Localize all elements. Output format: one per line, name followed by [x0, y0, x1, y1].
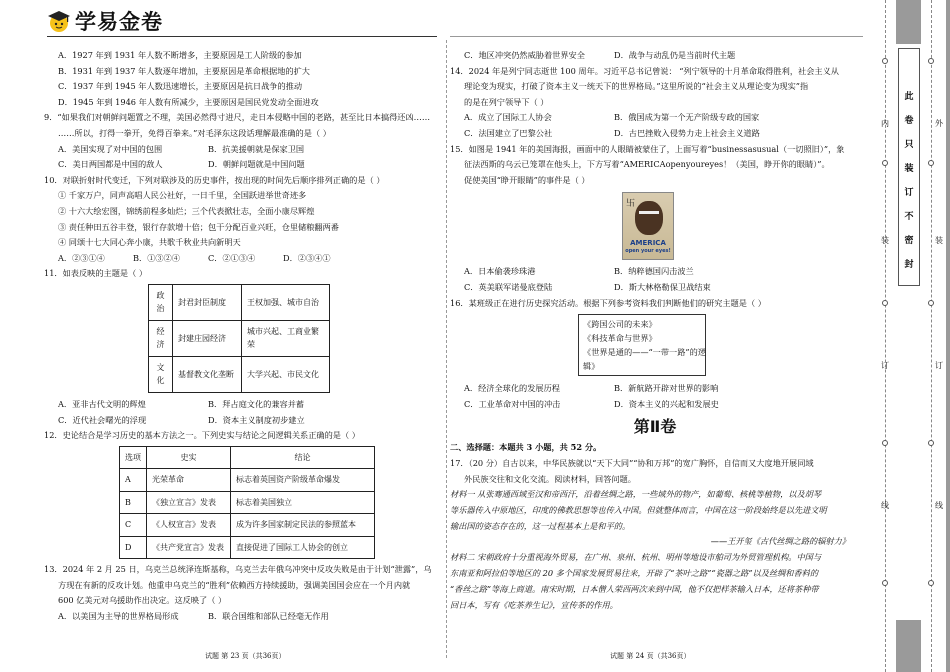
q13-options	[450, 48, 860, 64]
q13-options	[44, 609, 444, 625]
binding-hole	[882, 440, 888, 446]
q11-options	[44, 413, 444, 429]
q15-options	[450, 264, 860, 280]
table-cell: D	[120, 536, 147, 559]
brand-name: 学易金卷	[75, 10, 163, 34]
material-1: 输出国的姿态存在的，这一过程基本上是和平的。	[450, 520, 631, 531]
table-cell: C	[120, 514, 147, 537]
material-2: 东南亚和阿拉伯等地区的 20 多个国家发展贸易往来，开辟了“茶叶之路”“瓷器之路”以及丝绸和香料的	[450, 568, 819, 579]
book-title: 《世界是通的——“一带一路”的逻	[583, 347, 706, 358]
table-header: 史实	[147, 446, 231, 469]
binding-hole	[882, 300, 888, 306]
poster-subtitle: open your eyes!	[625, 248, 671, 255]
table-cell: A	[120, 469, 147, 492]
q16-option-a: A．经济全球化的发展历程	[464, 383, 560, 394]
notice-char: 装	[904, 164, 914, 174]
notice-char: 订	[904, 188, 914, 198]
q13-option-a: A．以美国为主导的世界格局形成	[58, 610, 179, 621]
america-poster-image	[622, 192, 674, 260]
table-row	[149, 356, 330, 392]
table-cell: B	[120, 491, 147, 514]
table-row	[120, 536, 375, 559]
table-cell: 文化	[149, 356, 173, 392]
binding-edge	[946, 0, 950, 672]
q11-options	[44, 397, 444, 413]
mortarboard-icon	[47, 9, 71, 33]
q14-options	[450, 126, 860, 142]
notice-char: 密	[904, 236, 914, 246]
q13-stem: 方现在有新的反攻计划。他重申乌克兰的“胜利”依赖西方持续援助，强调美国国会应在一个月内就	[58, 579, 411, 590]
q11-table	[148, 284, 330, 393]
q15-option-d: D．斯大林格勒保卫战结束	[614, 281, 711, 292]
binding-hole	[928, 160, 934, 166]
poster-title: AMERICA	[630, 239, 666, 248]
material-2: “香丝之路”等海上商道。南宋时期，日本僧人荣西两次来到中国，他不仅把样茶输入日本，还将茶种带	[450, 583, 819, 594]
material-1-source: ——王开玺《古代丝绸之路的辐射力》	[710, 536, 850, 547]
table-row	[120, 491, 375, 514]
q14-option-b: B．俄国成为第一个无产阶级专政的国家	[614, 112, 760, 123]
notice-char: 只	[904, 140, 914, 150]
book-title: 《科技革命与世界》	[583, 333, 657, 344]
q15-option-c: C．英美联军诺曼底登陆	[464, 281, 553, 292]
q8-option: D．1945 年到 1946 年人数有所减少，主要原因是国民党发动全面进攻	[58, 96, 319, 107]
q16-option-c: C．工业革命对中国的冲击	[464, 398, 561, 409]
q9-options	[44, 142, 444, 158]
q10-option-a: A．②③①④	[58, 252, 105, 263]
q13-stem: 600 亿美元对乌援助作出决定。这反映了（ ）	[58, 595, 227, 606]
q10-option-c: C．②①③④	[208, 252, 256, 263]
q8-option: C．1937 年到 1945 年人数迅速增长，主要原因是抗日战争的推动	[58, 81, 303, 92]
table-cell: 城市兴起、工商业繁荣	[242, 320, 330, 356]
blindfold	[639, 211, 659, 214]
q14-stem: 的是在列宁领导下（ ）	[464, 96, 549, 107]
book-title: 《跨国公司的未来》	[583, 319, 657, 330]
table-cell: 基督教文化垄断	[173, 356, 242, 392]
outer-label: 装	[935, 236, 943, 245]
table-cell: 经济	[149, 320, 173, 356]
q13-stem: 13．2024 年 2 月 25 日，乌克兰总统泽连斯基称，乌克兰去年俄乌冲突中反攻失败是由于计划“泄露”，乌	[44, 564, 432, 575]
table-cell: 封建庄园经济	[173, 320, 242, 356]
table-row	[149, 284, 330, 320]
q10-item: ① 千家万户，同声高唱人民公社好，一日千里，全国跃进举世奇迹多	[58, 190, 307, 201]
left-column	[44, 48, 444, 625]
table-row	[149, 320, 330, 356]
inner-label: 线	[881, 501, 889, 510]
q13-option-c: C．地区冲突仍然威胁着世界安全	[464, 50, 585, 60]
q9-options	[44, 157, 444, 173]
q10-item: ② 十六大绘宏图，锦绣前程多灿烂；三个代表掀壮志，全面小康尽辉煌	[58, 205, 315, 216]
q9-stem: 9．“如果我们对朝鲜问题置之不理，美国必然得寸进尺，走日本侵略中国的老路，甚至比日本搞得还凶……	[44, 112, 431, 123]
table-cell: 直接促进了国际工人协会的创立	[231, 536, 375, 559]
table-cell: 《人权宣言》发表	[147, 514, 231, 537]
q15-option-b: B．纳粹德国闪击波兰	[614, 266, 694, 277]
table-header: 选项	[120, 446, 147, 469]
material-2: 材料二 宋朝政府十分重视海外贸易，在广州、泉州、杭州、明州等地设市舶司为外贸管理机构。中国与	[450, 552, 822, 563]
q11-stem: 11．如表反映的主题是（ ）	[44, 268, 148, 279]
inner-label: 订	[881, 361, 889, 370]
q11-option-b: B．拜占庭文化的兼容并蓄	[208, 398, 305, 409]
page-footer-left: 试题 第 23 页（共36页）	[205, 652, 286, 660]
right-column	[450, 48, 860, 613]
q14-option-c: C．法国建立了巴黎公社	[464, 127, 553, 138]
q13-option-d: D．战争与动乱仍是当前时代主题	[614, 50, 736, 60]
section-2-intro: 二、选择题：本题共 3 小题，共 52 分。	[450, 442, 602, 453]
table-row	[120, 514, 375, 537]
q17-stem: 17．（20 分）自古以来，中华民族就以“天下大同”“协和万邦”的宽广胸怀，自信而又大度地开展同域	[450, 457, 814, 468]
header-rule-right	[450, 36, 863, 37]
q16-options	[450, 381, 860, 397]
table-cell: 《共产党宣言》发表	[147, 536, 231, 559]
blindfolded-face	[635, 201, 663, 235]
q10-item: ④ 同颂十七大同心奔小康，共歌千秋业共向新明天	[58, 237, 241, 248]
q12-table	[119, 446, 375, 560]
q8-option: A．1927 年到 1931 年人数不断增多，主要原因是工人阶级的参加	[58, 50, 302, 60]
q15-stem: 促使美国“睁开眼睛”的事件是（ ）	[464, 174, 590, 185]
q9-option-a: A．美国实现了对中国的包围	[58, 143, 163, 154]
table-cell: 《独立宣言》发表	[147, 491, 231, 514]
q15-stem: 征法西斯的乌云已笼罩在他头上，下方写着“AMERICAopenyoureyes！（美国，睁开你的眼睛）”。	[464, 159, 830, 170]
q10-stem: 10．对联折射时代变迁，下列对联涉及的历史事件，按出现的时间先后顺序排列正确的是（ ）	[44, 174, 385, 185]
column-separator	[446, 40, 447, 658]
q12-stem: 12．史论结合是学习历史的基本方法之一。下列史实与结论之间逻辑关系正确的是（ ）	[44, 430, 360, 441]
binding-hole	[882, 580, 888, 586]
material-1: 材料一 从张骞通西域至汉和帝西汗，沿着丝绸之路，一些域外的物产，如葡萄、核桃等植物，以及胡琴	[450, 489, 822, 500]
q16-book-list	[578, 314, 706, 376]
outer-label: 订	[935, 361, 943, 370]
q14-option-d: D．古巴挫败入侵势力走上社会主义道路	[614, 127, 760, 138]
section-2-title: 第Ⅱ卷	[633, 417, 677, 437]
outer-label: 线	[935, 501, 943, 510]
q8-option: B．1931 年到 1937 年人数逐年增加，主要原因是革命根据地的扩大	[58, 65, 310, 76]
q11-option-d: D．资本主义制度初步建立	[208, 414, 305, 425]
q10-item: ③ 责任种田五谷丰登，银行存款增十倍；包干分配百业兴旺，仓里储粮翻两番	[58, 221, 339, 232]
brand-logo	[47, 8, 163, 34]
q9-stem: ……所以，打得一拳开，免得百拳来。”对毛泽东这段话理解最准确的是（ ）	[58, 127, 331, 138]
binding-hole	[882, 58, 888, 64]
binding-notice	[898, 48, 920, 286]
q15-option-a: A．日本偷袭珍珠港	[464, 266, 536, 277]
q9-option-b: B．抗美援朝就是保家卫国	[208, 143, 305, 154]
table-cell: 标志着英国资产阶级革命爆发	[231, 469, 375, 492]
q14-option-a: A．成立了国际工人协会	[464, 112, 552, 123]
notice-char: 卷	[904, 116, 914, 126]
inner-label: 内	[881, 119, 889, 128]
q10-option-d: D．②③④①	[283, 252, 331, 263]
inner-cut-line	[885, 0, 886, 672]
header-rule	[47, 36, 437, 37]
table-cell: 政治	[149, 284, 173, 320]
outer-label: 外	[935, 119, 943, 128]
q14-stem: 14．2024 年是列宁同志逝世 100 周年。习近平总书记曾说： “列宁领导的十月革命取得胜利，社会主义从	[450, 65, 839, 76]
notice-char: 封	[904, 260, 914, 270]
binding-hole	[928, 58, 934, 64]
table-row	[120, 469, 375, 492]
q14-options	[450, 110, 860, 126]
binding-block-top	[896, 0, 921, 44]
q16-option-b: B．新航路开辟对世界的影响	[614, 383, 719, 394]
q13-option-b: B．联合国维和部队已经毫无作用	[208, 610, 329, 621]
inner-label: 装	[881, 236, 889, 245]
table-header-row	[120, 446, 375, 469]
q16-options	[450, 397, 860, 413]
binding-hole	[928, 580, 934, 586]
table-header: 结论	[231, 446, 375, 469]
page-footer-right: 试题 第 24 页（共36页）	[610, 652, 691, 660]
swastika-icon: 卐	[626, 199, 636, 210]
material-2: 回日本，写有《吃茶养生记》，宣传茶的作用。	[450, 599, 618, 610]
table-cell: 封君封臣制度	[173, 284, 242, 320]
binding-block-bottom	[896, 620, 921, 672]
book-title: 辑》	[583, 361, 600, 372]
q10-option-b: B．①③②④	[133, 252, 180, 263]
table-cell: 王权加强、城市自治	[242, 284, 330, 320]
table-cell: 成为许多国家制定民法的参照蓝本	[231, 514, 375, 537]
q15-options	[450, 280, 860, 296]
q11-option-c: C．近代社会曙光的浮现	[58, 414, 147, 425]
q9-option-d: D．朝鲜问题就是中国问题	[208, 159, 305, 170]
material-1: 等乐器传入中原地区，印度的佛教思想等也传入中国。但就整体而言，中国在这一阶段始终是以先进文明	[450, 504, 827, 515]
binding-hole	[928, 300, 934, 306]
notice-char: 不	[904, 212, 914, 222]
binding-hole	[882, 160, 888, 166]
table-cell: 光荣革命	[147, 469, 231, 492]
outer-cut-line	[931, 0, 932, 672]
notice-char: 此	[904, 92, 914, 102]
q16-option-d: D．资本主义的兴起和发展史	[614, 398, 719, 409]
binding-hole	[928, 440, 934, 446]
q17-stem: 外民族交往和文化交流。阅读材料，回答问题。	[464, 473, 636, 484]
table-cell: 标志着美国独立	[231, 491, 375, 514]
q10-options	[44, 251, 444, 267]
table-cell: 大学兴起、市民文化	[242, 356, 330, 392]
q16-stem: 16．某班级正在进行历史探究活动。根据下列参考资料我们判断他们的研究主题是（ ）	[450, 297, 766, 308]
q11-option-a: A．亚非古代文明的辉煌	[58, 398, 146, 409]
q9-option-c: C．美日两国都是中国的敌人	[58, 159, 163, 170]
q14-stem: 理论变为现实，打破了资本主义一统天下的世界格局。”这里所说的“社会主义从理论变为现实”指	[464, 81, 809, 92]
q15-stem: 15．如图是 1941 年的美国海报，画面中的人眼睛被蒙住了，上面写着“businessasusual（一切照旧）”，象	[450, 143, 845, 154]
